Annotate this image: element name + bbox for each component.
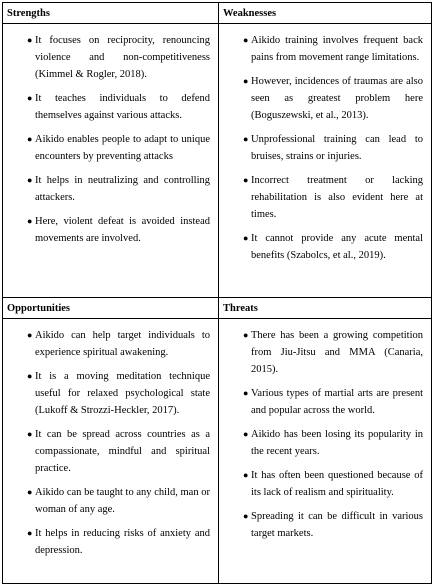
list-item bbox=[219, 508, 423, 542]
list-item-text: It helps in reducing risks of anxiety and depression. bbox=[35, 528, 210, 556]
swot-table bbox=[2, 2, 432, 584]
bullet-icon: ● bbox=[27, 93, 33, 103]
list-item-text: Spreading it can be difficult in various target markets. bbox=[251, 511, 423, 539]
bullet-icon: ● bbox=[243, 470, 249, 480]
list-item-text: However, incidences of traumas are also seen as greatest problem here (Boguszewski, et al., 2013). bbox=[251, 76, 423, 121]
list-item bbox=[219, 467, 423, 501]
list-item bbox=[219, 32, 423, 66]
list-item-text: It can be spread across countries as a compassionate, mindful and spiritual practice. bbox=[35, 429, 210, 474]
threats-heading: Threats bbox=[219, 298, 431, 319]
bullet-icon: ● bbox=[243, 233, 249, 243]
bullet-icon: ● bbox=[27, 134, 33, 144]
list-item-text: Aikido can be taught to any child, man or woman of any age. bbox=[35, 487, 210, 515]
list-item bbox=[3, 368, 210, 419]
bullet-icon: ● bbox=[243, 388, 249, 398]
list-item-text: It has often been questioned because of its lack of realism and spirituality. bbox=[251, 470, 423, 498]
bullet-icon: ● bbox=[243, 175, 249, 185]
list-item-text: Aikido enables people to adapt to unique encounters by preventing attacks bbox=[35, 134, 210, 162]
bullet-icon: ● bbox=[27, 35, 33, 45]
list-item-text: There has been a growing competition from Jiu-Jitsu and MMA (Canaria, 2015). bbox=[251, 330, 423, 375]
list-item bbox=[219, 385, 423, 419]
list-item bbox=[3, 484, 210, 518]
list-item-text: Aikido has been losing its popularity in the recent years. bbox=[251, 429, 423, 457]
list-item bbox=[3, 90, 210, 124]
list-item-text: Unprofessional training can lead to bruises, strains or injuries. bbox=[251, 134, 423, 162]
list-item-text: Incorrect treatment or lacking rehabilitation is also evident here at times. bbox=[251, 175, 423, 220]
strengths-list bbox=[3, 24, 218, 247]
list-item-text: Aikido training involves frequent back pains from movement range limitations. bbox=[251, 35, 423, 63]
bullet-icon: ● bbox=[243, 330, 249, 340]
bullet-icon: ● bbox=[243, 76, 249, 86]
threats-list bbox=[219, 319, 431, 542]
strengths-cell bbox=[3, 3, 219, 298]
list-item-text: It is a moving meditation technique useful for relaxed psychological state (Lukoff & Strozzi-Heckler, 2017). bbox=[35, 371, 210, 416]
list-item bbox=[3, 32, 210, 83]
list-item bbox=[3, 213, 210, 247]
list-item bbox=[219, 230, 423, 264]
list-item bbox=[219, 131, 423, 165]
list-item bbox=[219, 426, 423, 460]
bullet-icon: ● bbox=[27, 487, 33, 497]
list-item bbox=[3, 327, 210, 361]
list-item bbox=[3, 131, 210, 165]
list-item-text: It teaches individuals to defend themselves against various attacks. bbox=[35, 93, 210, 121]
list-item bbox=[3, 172, 210, 206]
bullet-icon: ● bbox=[27, 175, 33, 185]
bullet-icon: ● bbox=[243, 511, 249, 521]
list-item-text: It helps in neutralizing and controlling attackers. bbox=[35, 175, 210, 203]
list-item-text: It focuses on reciprocity, renouncing violence and non-competitiveness (Kimmel & Rogler, 2018). bbox=[35, 35, 210, 80]
list-item bbox=[219, 327, 423, 378]
bullet-icon: ● bbox=[27, 330, 33, 340]
list-item bbox=[219, 172, 423, 223]
threats-cell bbox=[219, 298, 432, 584]
bullet-icon: ● bbox=[27, 371, 33, 381]
weaknesses-heading: Weaknesses bbox=[219, 3, 431, 24]
opportunities-list bbox=[3, 319, 218, 559]
list-item-text: Here, violent defeat is avoided instead movements are involved. bbox=[35, 216, 210, 244]
strengths-heading: Strengths bbox=[3, 3, 218, 24]
bullet-icon: ● bbox=[27, 528, 33, 538]
weaknesses-cell bbox=[219, 3, 432, 298]
bullet-icon: ● bbox=[243, 429, 249, 439]
list-item-text: Aikido can help target individuals to experience spiritual awakening. bbox=[35, 330, 210, 358]
list-item bbox=[3, 525, 210, 559]
bullet-icon: ● bbox=[243, 35, 249, 45]
bullet-icon: ● bbox=[27, 429, 33, 439]
list-item bbox=[3, 426, 210, 477]
list-item-text: It cannot provide any acute mental benefits (Szabolcs, et al., 2019). bbox=[251, 233, 423, 261]
weaknesses-list bbox=[219, 24, 431, 264]
bullet-icon: ● bbox=[27, 216, 33, 226]
bullet-icon: ● bbox=[243, 134, 249, 144]
list-item bbox=[219, 73, 423, 124]
opportunities-cell bbox=[3, 298, 219, 584]
opportunities-heading: Opportunities bbox=[3, 298, 218, 319]
list-item-text: Various types of martial arts are present and popular across the world. bbox=[251, 388, 423, 416]
